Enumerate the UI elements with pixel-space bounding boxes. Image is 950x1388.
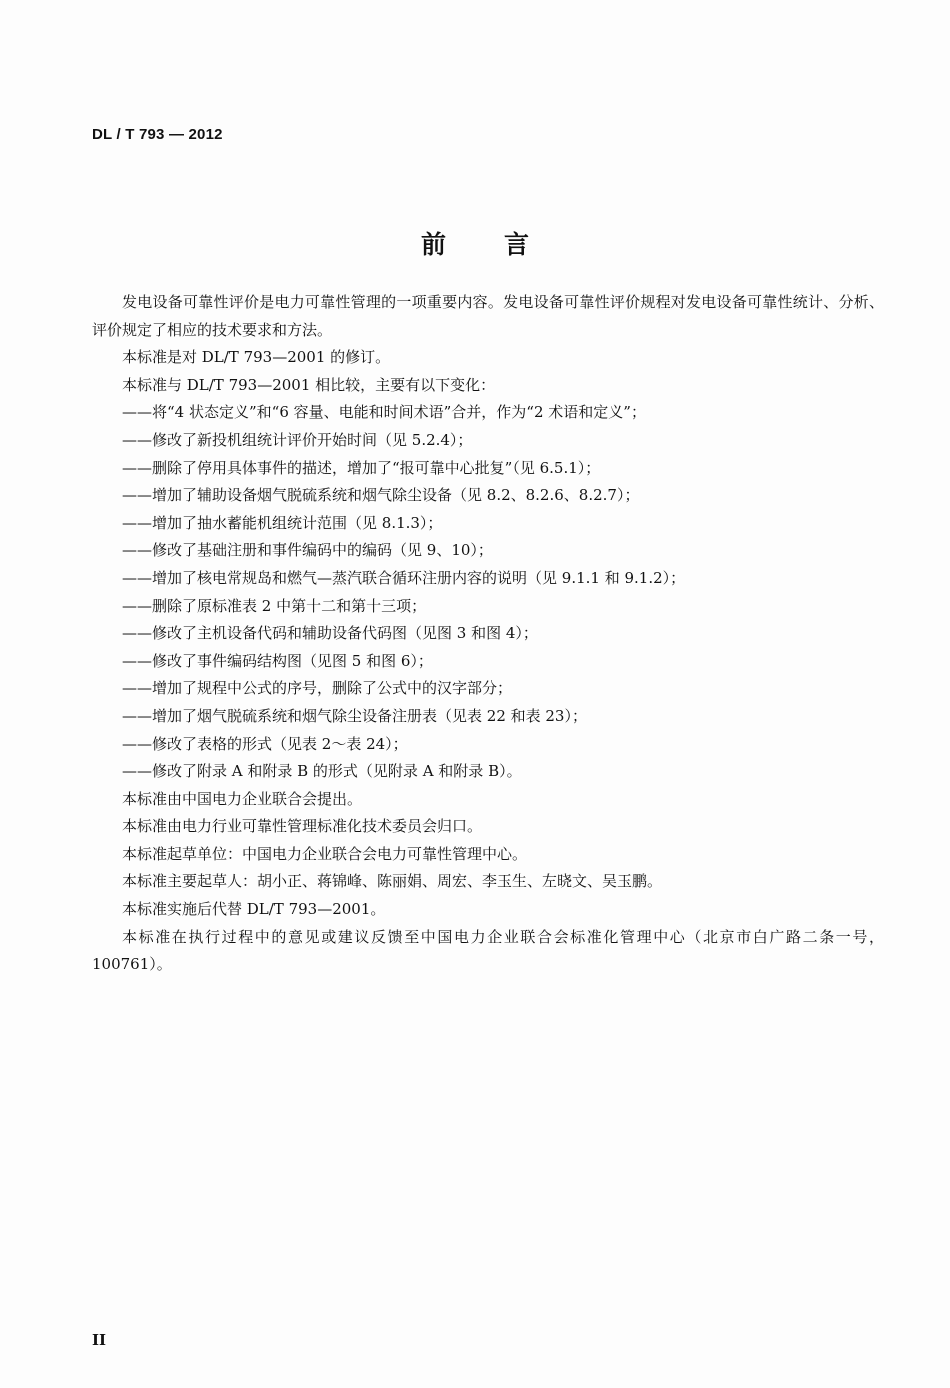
intro-paragraph: 发电设备可靠性评价是电力可靠性管理的一项重要内容。发电设备可靠性评价规程对发电设备可靠性统计、分析、评价规定了相应的技术要求和方法。 [92, 293, 884, 339]
change-item: ——将“4 状态定义”和“6 容量、电能和时间术语”合并，作为“2 术语和定义”； [122, 403, 646, 422]
change-item: ——删除了停用具体事件的描述，增加了“报可靠中心批复”（见 6.5.1）； [122, 458, 601, 477]
change-item: ——修改了主机设备代码和辅助设备代码图（见图 3 和图 4）； [122, 624, 538, 643]
page-number: II [92, 1331, 107, 1349]
drafters-paragraph: 本标准主要起草人：胡小正、蒋锦峰、陈丽娟、周宏、李玉生、左晓文、吴玉鹏。 [122, 872, 663, 891]
change-item: ——增加了烟气脱硫系统和烟气除尘设备注册表（见表 22 和表 23）； [122, 706, 587, 725]
change-item: ——增加了核电常规岛和燃气—蒸汽联合循环注册内容的说明（见 9.1.1 和 9.1.2）； [122, 568, 686, 587]
document-code: DL / T 793 — 2012 [92, 126, 223, 143]
replacement-paragraph: 本标准实施后代替 DL/T 793—2001。 [122, 900, 386, 919]
change-item: ——修改了基础注册和事件编码中的编码（见 9、10）； [122, 541, 493, 560]
change-item: ——修改了事件编码结构图（见图 5 和图 6）； [122, 651, 433, 670]
foreword-body [92, 289, 884, 979]
feedback-paragraph: 本标准在执行过程中的意见或建议反馈至中国电力企业联合会标准化管理中心（北京市白广路二条一号，100761）。 [92, 927, 884, 974]
change-item: ——增加了抽水蓄能机组统计范围（见 8.1.3）； [122, 513, 443, 532]
change-item: ——删除了原标准表 2 中第十二和第十三项； [122, 596, 427, 615]
jurisdiction-paragraph: 本标准由电力行业可靠性管理标准化技术委员会归口。 [122, 817, 483, 836]
change-item: ——修改了表格的形式（见表 2～表 24）； [122, 734, 408, 753]
change-item: ——增加了规程中公式的序号，删除了公式中的汉字部分； [122, 679, 513, 698]
revision-paragraph: 本标准是对 DL/T 793—2001 的修订。 [122, 348, 391, 367]
page-title: 前言 [420, 229, 587, 259]
change-item: ——增加了辅助设备烟气脱硫系统和烟气除尘设备（见 8.2、8.2.6、8.2.7）； [122, 486, 640, 505]
proposer-paragraph: 本标准由中国电力企业联合会提出。 [122, 789, 363, 808]
comparison-paragraph: 本标准与 DL/T 793—2001 相比较，主要有以下变化： [122, 375, 496, 394]
change-item: ——修改了附录 A 和附录 B 的形式（见附录 A 和附录 B）。 [122, 762, 522, 781]
change-item: ——修改了新投机组统计评价开始时间（见 5.2.4）； [122, 430, 473, 449]
drafting-unit-paragraph: 本标准起草单位：中国电力企业联合会电力可靠性管理中心。 [122, 844, 528, 863]
